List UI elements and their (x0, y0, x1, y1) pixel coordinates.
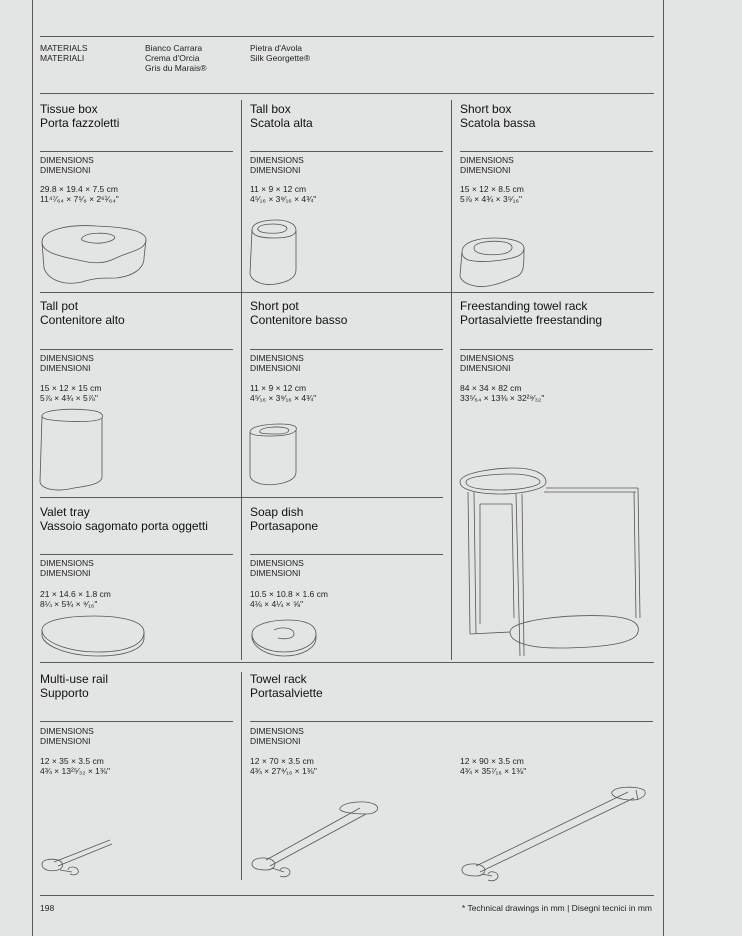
tall-pot-dim-label: DIMENSIONS DIMENSIONI (40, 353, 94, 373)
freestanding-drawing (458, 464, 644, 658)
soap-dish-rule (250, 554, 443, 555)
tissue-box-dim-label: DIMENSIONS DIMENSIONI (40, 155, 94, 175)
multi-rail-dim-label: DIMENSIONS DIMENSIONI (40, 726, 94, 746)
right-margin-line (663, 0, 664, 936)
column-divider-3 (241, 672, 242, 880)
short-box-drawing (458, 232, 528, 288)
freestanding-dim-label: DIMENSIONS DIMENSIONI (460, 353, 514, 373)
short-box-title: Short box Scatola bassa (460, 102, 536, 130)
tall-box-title: Tall box Scatola alta (250, 102, 313, 130)
tall-box-dim-label: DIMENSIONS DIMENSIONI (250, 155, 304, 175)
towel-rack-title: Towel rack Portasalviette (250, 672, 323, 700)
soap-dish-drawing (248, 616, 320, 656)
tall-pot-title: Tall pot Contenitore alto (40, 299, 125, 327)
tall-pot-rule (40, 349, 233, 350)
materials-bottom-rule (40, 93, 654, 94)
soap-dish-dim-label: DIMENSIONS DIMENSIONI (250, 558, 304, 578)
valet-tray-rule (40, 554, 233, 555)
multi-rail-title: Multi-use rail Supporto (40, 672, 109, 700)
tall-box-dims: 11 × 9 × 12 cm 4⁵⁄₁₆ × 3⁹⁄₁₆ × 4¾" (250, 184, 317, 204)
multi-rail-dims: 12 × 35 × 3.5 cm 4¾ × 13²⁵⁄₃₂ × 1⅜" (40, 756, 111, 776)
tissue-box-dims: 29.8 × 19.4 × 7.5 cm 11⁴⁷⁄₆₄ × 7⁵⁄₈ × 2⁶¹⁄₆₄" (40, 184, 119, 204)
short-pot-title: Short pot Contenitore basso (250, 299, 348, 327)
tall-pot-drawing (38, 408, 108, 492)
freestanding-dims: 84 × 34 × 82 cm 33⁵⁄₆₄ × 13⅜ × 32²⁹⁄₃₂" (460, 383, 545, 403)
multi-rail-rule (40, 721, 233, 722)
materials-label: MATERIALS MATERIALI (40, 43, 88, 63)
left-margin-line (32, 0, 33, 936)
short-pot-bottom-rule (40, 497, 443, 498)
multi-rail-drawing (38, 836, 116, 882)
soap-dish-dims: 10.5 × 10.8 × 1.6 cm 4⅛ × 4¼ × ⅝" (250, 589, 328, 609)
tissue-box-drawing (38, 220, 150, 290)
valet-tray-dims: 21 × 14.6 × 1.8 cm 8¼ × 5¾ × ⁹⁄₁₆" (40, 589, 111, 609)
tissue-box-title: Tissue box Porta fazzoletti (40, 102, 120, 130)
tissue-box-rule (40, 151, 233, 152)
materials-list-1: Bianco Carrara Crema d'Orcia Gris du Marais® (145, 43, 207, 73)
footer-rule (40, 895, 654, 896)
footer-note: * Technical drawings in mm | Disegni tecnici in mm (461, 903, 652, 913)
short-box-rule (460, 151, 653, 152)
tall-box-drawing (248, 218, 300, 286)
top-rule (40, 36, 654, 37)
short-pot-dims: 11 × 9 × 12 cm 4⁵⁄₁₆ × 3⁹⁄₁₆ × 4¾" (250, 383, 317, 403)
valet-tray-title: Valet tray Vassoio sagomato porta oggetti (40, 505, 208, 533)
tall-box-rule (250, 151, 443, 152)
short-box-dim-label: DIMENSIONS DIMENSIONI (460, 155, 514, 175)
grid-bottom-rule (40, 662, 654, 663)
soap-dish-title: Soap dish Portasapone (250, 505, 319, 533)
materials-list-2: Pietra d'Avola Silk Georgette® (250, 43, 311, 63)
column-divider-1 (241, 100, 242, 660)
valet-tray-dim-label: DIMENSIONS DIMENSIONI (40, 558, 94, 578)
valet-tray-drawing (38, 612, 148, 656)
short-box-dims: 15 × 12 × 8.5 cm 5⅞ × 4¾ × 3⁵⁄₁₆" (460, 184, 524, 204)
towel-rack-dim-label: DIMENSIONS DIMENSIONI (250, 726, 304, 746)
freestanding-title: Freestanding towel rack Portasalviette freestanding (460, 299, 603, 327)
row1-bottom-rule (40, 292, 654, 293)
towel-rack-dims-90: 12 × 90 × 3.5 cm 4¾ × 35⁷⁄₁₆ × 1⅜" (460, 756, 527, 776)
freestanding-rule (460, 349, 653, 350)
short-pot-drawing (248, 422, 300, 486)
short-pot-dim-label: DIMENSIONS DIMENSIONI (250, 353, 304, 373)
tall-pot-dims: 15 × 12 × 15 cm 5⅞ × 4¾ × 5⅞" (40, 383, 102, 403)
towel-rack-70-drawing (248, 796, 384, 882)
column-divider-2 (451, 100, 452, 660)
towel-rack-90-drawing (458, 782, 648, 882)
towel-rack-rule (250, 721, 653, 722)
page-number: 198 (40, 903, 55, 913)
short-pot-rule (250, 349, 443, 350)
towel-rack-dims-70: 12 × 70 × 3.5 cm 4¾ × 27⁹⁄₁₆ × 1⅜" (250, 756, 317, 776)
